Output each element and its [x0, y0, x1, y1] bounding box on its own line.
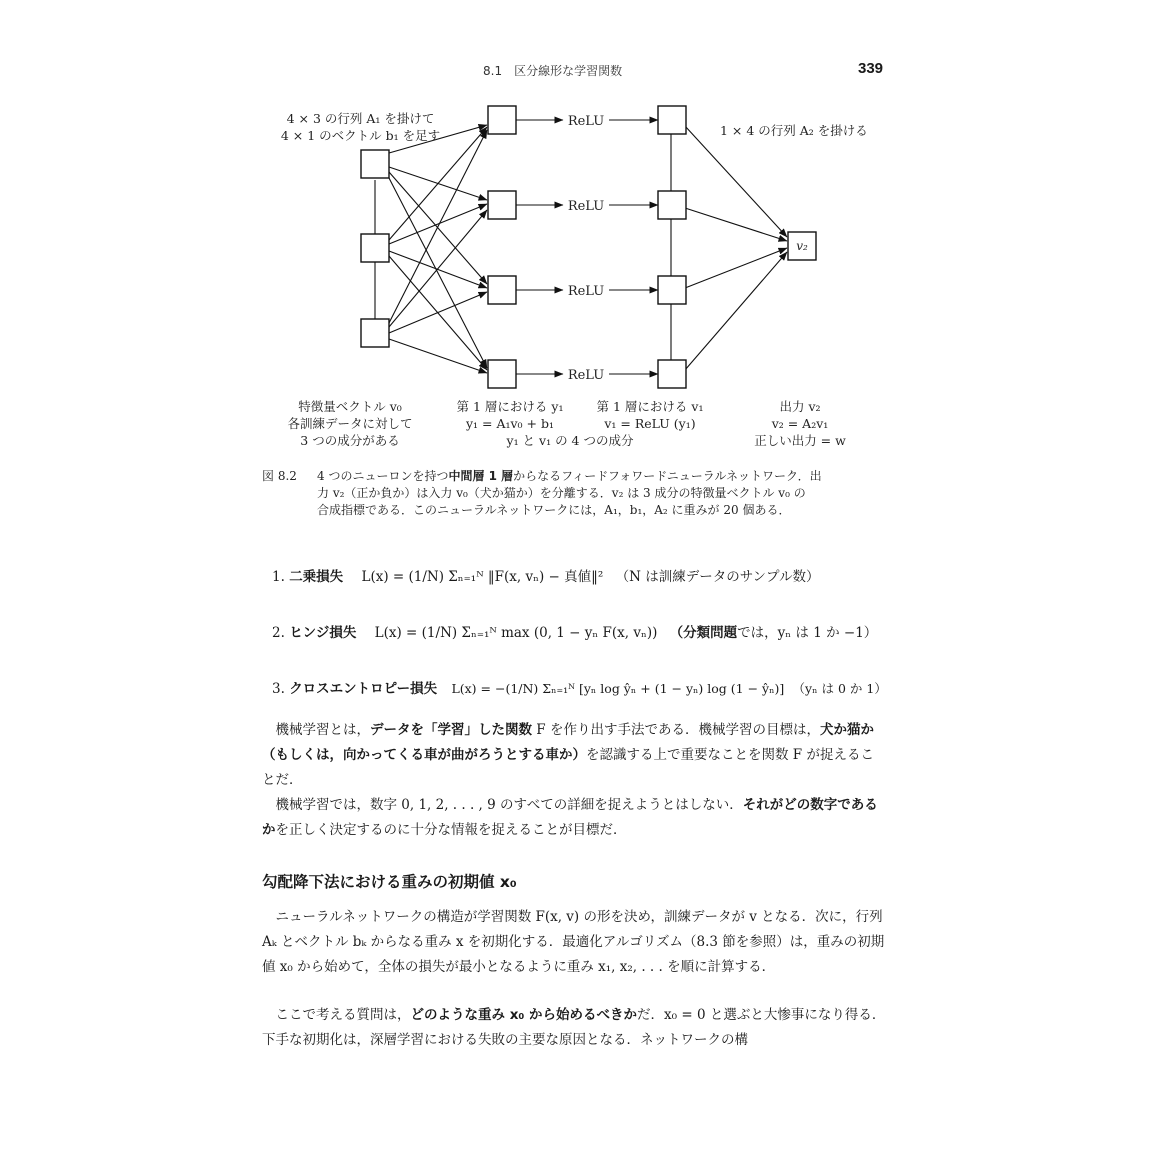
figure-caption: 図 8.2 4 つのニューロンを持つ中間層 1 層からなるフィードフォワードニューラルネットワーク．出 力 v₂（正か負か）は入力 v₀（犬か猫か）を分離する．v₂ は 3 成分の特徴量ベクトル v₀ の 合成指標である．このニューラルネットワークには，A₁，b₁，A₂ に重みが 20 個ある． [262, 469, 822, 517]
input-node [361, 234, 389, 262]
hidden-y-node [488, 191, 516, 219]
paragraph: ニューラルネットワークの構造が学習関数 F(x, v) の形を決め，訓練データが v となる．次に，行列 Aₖ とベクトル bₖ からなる重み x を初期化する．最適化アルゴリズム（8.3 節を参照）は，重みの初期値 x₀ から始めて，全体の損失が最小となるように重み x₁, x₂, . . . を順に計算する． [262, 909, 885, 975]
running-title: 8.1 区分線形な学習関数 [483, 64, 623, 78]
relu-arrows [516, 120, 658, 374]
relu-label: ReLU [567, 114, 605, 129]
paragraph: 機械学習とは，データを「学習」した関数 F を作り出す手法である．機械学習の目標は，犬か猫か（もしくは，向かってくる車が曲がろうとする車か）を認識する上で重要なことを関数 F が捉えることだ． [262, 722, 874, 788]
label-y1: 第 1 層における y₁ y₁ = A₁v₀ + b₁ [456, 399, 564, 431]
loss-item: 1. 二乗損失 L(x) = (1/N) Σₙ₌₁ᴺ ‖F(x, vₙ) − 真値‖² （N は訓練データのサンプル数） [272, 569, 820, 585]
page-number: 339 [858, 60, 884, 77]
paragraph: 機械学習では，数字 0, 1, 2, . . . , 9 のすべての詳細を捉えようとはしない．それがどの数字であるかを正しく決定するのに十分な情報を捉えることが目標だ． [262, 797, 878, 838]
hidden-to-output-arrows [685, 126, 787, 370]
input-node [361, 150, 389, 178]
loss-item: 2. ヒンジ損失 L(x) = (1/N) Σₙ₌₁ᴺ max (0, 1 − yₙ F(x, vₙ)) （分類問題では，yₙ は 1 か −1） [272, 625, 878, 641]
label-output: 出力 v₂ v₂ = A₂v₁ 正しい出力 = w [754, 399, 846, 448]
label-top-left: 4 × 3 の行列 A₁ を掛けて 4 × 1 のベクトル b₁ を足す [280, 111, 441, 143]
label-y1-v1-components: y₁ と v₁ の 4 つの成分 [506, 433, 634, 448]
input-to-hidden-arrows [389, 125, 487, 373]
label-top-right: 1 × 4 の行列 A₂ を掛ける [720, 123, 868, 138]
hidden-v-node [658, 106, 686, 134]
hidden-y-node [488, 106, 516, 134]
hidden-v-node [658, 360, 686, 388]
label-v1: 第 1 層における v₁ v₁ = ReLU (y₁) [596, 399, 704, 431]
relu-label: ReLU [567, 284, 605, 299]
network-diagram [0, 0, 1150, 480]
caption-number: 図 8.2 [262, 469, 297, 483]
hidden-y-node [488, 360, 516, 388]
section-title: 勾配降下法における重みの初期値 x₀ [262, 873, 517, 891]
output-node-label: v₂ [796, 239, 808, 253]
paragraph: ここで考える質問は，どのような重み x₀ から始めるべきかだ．x₀ = 0 と選ぶと大惨事になり得る．下手な初期化は，深層学習における失敗の主要な原因となる．ネットワークの構 [262, 1007, 886, 1048]
label-input: 特徴量ベクトル v₀ 各訓練データに対して 3 つの成分がある [287, 399, 413, 448]
hidden-v-node [658, 191, 686, 219]
relu-label: ReLU [567, 199, 605, 214]
relu-label: ReLU [567, 368, 605, 383]
loss-item: 3. クロスエントロピー損失 L(x) = −(1/N) Σₙ₌₁ᴺ [yₙ log ŷₙ + (1 − yₙ) log (1 − ŷₙ)] （yₙ は 0 か 1） [272, 681, 887, 697]
hidden-y-node [488, 276, 516, 304]
input-node [361, 319, 389, 347]
hidden-v-node [658, 276, 686, 304]
